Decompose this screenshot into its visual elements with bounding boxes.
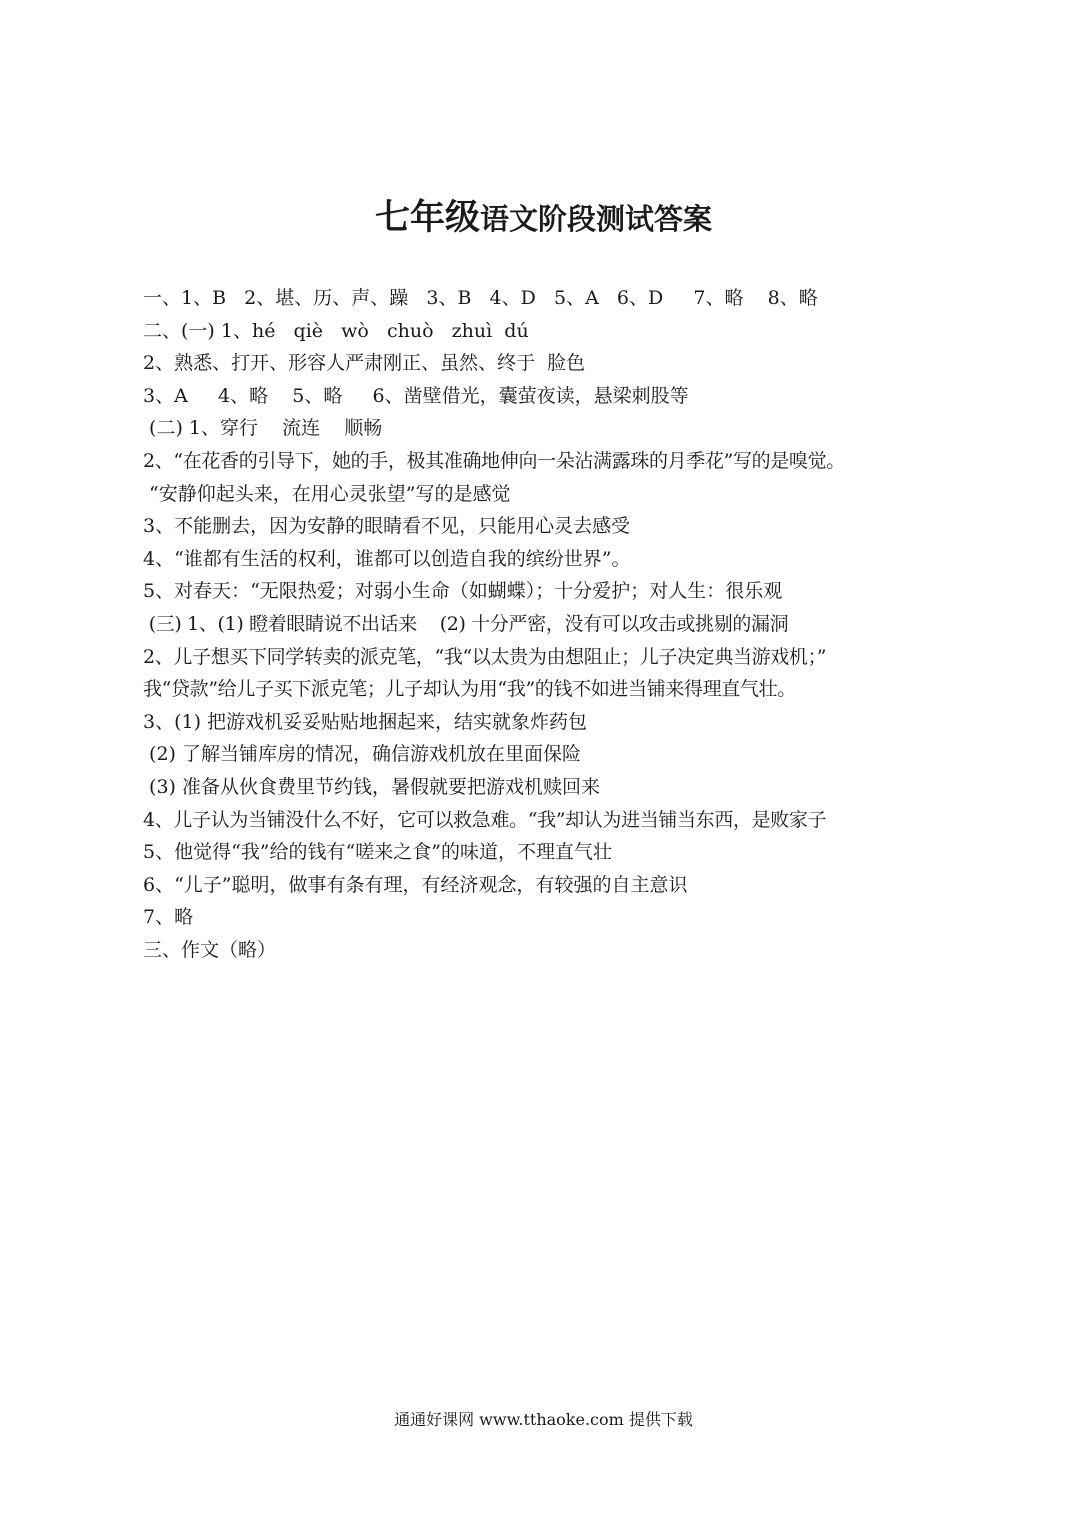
answer-line: 4、“谁都有生活的权利，谁都可以创造自我的缤纷世界”。 — [143, 547, 631, 570]
answer-line: 三、作文（略） — [143, 938, 277, 961]
answer-line: 二、(一) 1、hé qiè wò chuò zhuì dú — [143, 319, 529, 342]
answer-line: 5、对春天：“无限热爱；对弱小生命（如蝴蝶）；十分爱护；对人生：很乐观 — [143, 580, 783, 603]
title-subject: 语文阶段测试答案 — [480, 202, 713, 236]
answer-line: 3、不能删去，因为安静的眼睛看不见，只能用心灵去感受 — [143, 515, 631, 538]
answer-line: 2、熟悉、打开、形容人严肃刚正、虽然、终于 脸色 — [143, 352, 586, 375]
answer-line: 我“贷款”给儿子买下派克笔；儿子却认为用“我”的钱不如进当铺来得理直气壮。 — [143, 678, 796, 701]
answer-line: (3) 准备从伙食费里节约钱，暑假就要把游戏机赎回来 — [143, 775, 600, 798]
answer-line: 3、(1) 把游戏机妥妥贴贴地捆起来，结实就象炸药包 — [143, 710, 588, 733]
answer-line: (2) 了解当铺库房的情况，确信游戏机放在里面保险 — [143, 743, 581, 766]
answer-line: 4、儿子认为当铺没什么不好，它可以救急难。“我”却认为进当铺当东西，是败家子 — [143, 808, 827, 831]
answer-line: 3、A 4、略 5、略 6、凿壁借光，囊萤夜读，悬梁刺股等 — [143, 384, 689, 407]
answer-list — [143, 282, 973, 966]
title-grade: 七年级 — [374, 197, 480, 238]
answer-line: 5、他觉得“我”给的钱有“嗟来之食”的味道，不理直气壮 — [143, 841, 612, 864]
answer-line: (二) 1、穿行 流连 顺畅 — [143, 417, 383, 440]
page-title — [0, 196, 1087, 246]
answer-line: “安静仰起头来，在用心灵张望”写的是感觉 — [143, 482, 511, 505]
answer-line: (三) 1、(1) 瞪着眼睛说不出话来 (2) 十分严密，没有可以攻击或挑剔的漏洞 — [143, 612, 789, 635]
answer-line: 2、儿子想买下同学转卖的派克笔，“我“以太贵为由想阻止；儿子决定典当游戏机；” — [143, 645, 827, 668]
answer-line: 7、略 — [143, 906, 194, 929]
answer-line: 一、1、B 2、堪、历、声、躁 3、B 4、D 5、A 6、D 7、略 8、略 — [143, 287, 818, 309]
answer-line: 2、“在花香的引导下，她的手，极其准确地伸向一朵沾满露珠的月季花”写的是嗅觉。 — [143, 449, 845, 472]
footer-source: 通通好课网 www.tthaoke.com 提供下载 — [394, 1410, 693, 1429]
answer-line: 6、“儿子”聪明，做事有条有理，有经济观念，有较强的自主意识 — [143, 873, 688, 896]
